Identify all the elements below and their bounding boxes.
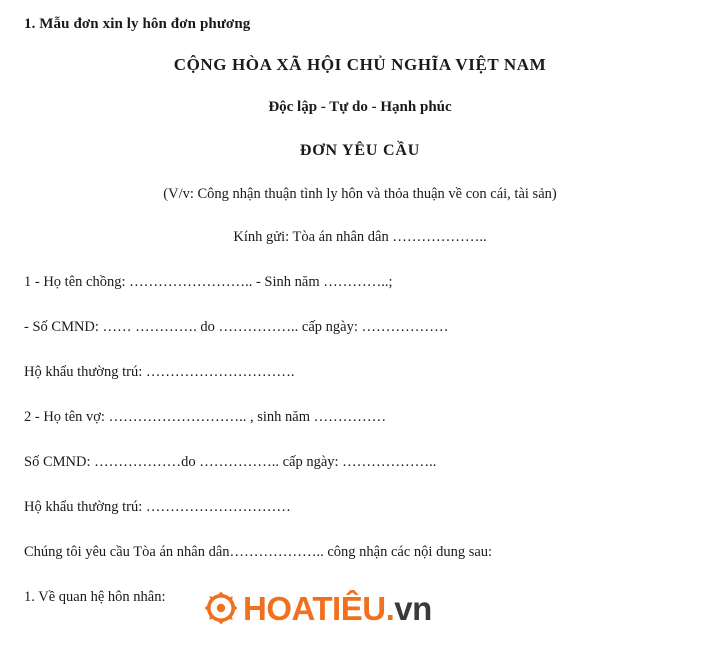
heading-motto: Độc lập - Tự do - Hạnh phúc <box>268 99 452 115</box>
watermark-dot: . <box>385 589 395 627</box>
body-line: - Số CMND: …… …………. do …………….. cấp ngày: ……………… <box>24 319 449 335</box>
recipient-line: Kính gửi: Tòa án nhân dân ……………….. <box>233 229 487 245</box>
body-line: 1. Về quan hệ hôn nhân: <box>24 589 166 605</box>
body-line: Hộ khẩu thường trú: ………………………… <box>24 499 291 515</box>
gear-icon <box>203 590 239 626</box>
body-line: Chúng tôi yêu cầu Tòa án nhân dân……………….. công nhận các nội dung sau: <box>24 544 493 560</box>
page-title: 1. Mẫu đơn xin ly hôn đơn phương <box>24 16 251 32</box>
body-line: 2 - Họ tên vợ: ……………………….. , sinh năm …………… <box>24 409 387 425</box>
watermark-brand: HOATIÊU <box>243 589 386 627</box>
watermark <box>203 588 432 628</box>
body-line: Số CMND: ………………do …………….. cấp ngày: ……………….. <box>24 454 437 470</box>
heading-country: CỘNG HÒA XÃ HỘI CHỦ NGHĨA VIỆT NAM <box>173 55 547 74</box>
heading-document-type: ĐƠN YÊU CẦU <box>299 142 421 159</box>
body-line: Hộ khẩu thường trú: …………………………. <box>24 364 295 380</box>
body-line: 1 - Họ tên chồng: …………………….. - Sinh năm …………..; <box>24 274 393 290</box>
watermark-tld: vn <box>394 589 432 627</box>
subject-line: (V/v: Công nhận thuận tình ly hôn và thỏa thuận về con cái, tài sản) <box>163 186 557 202</box>
